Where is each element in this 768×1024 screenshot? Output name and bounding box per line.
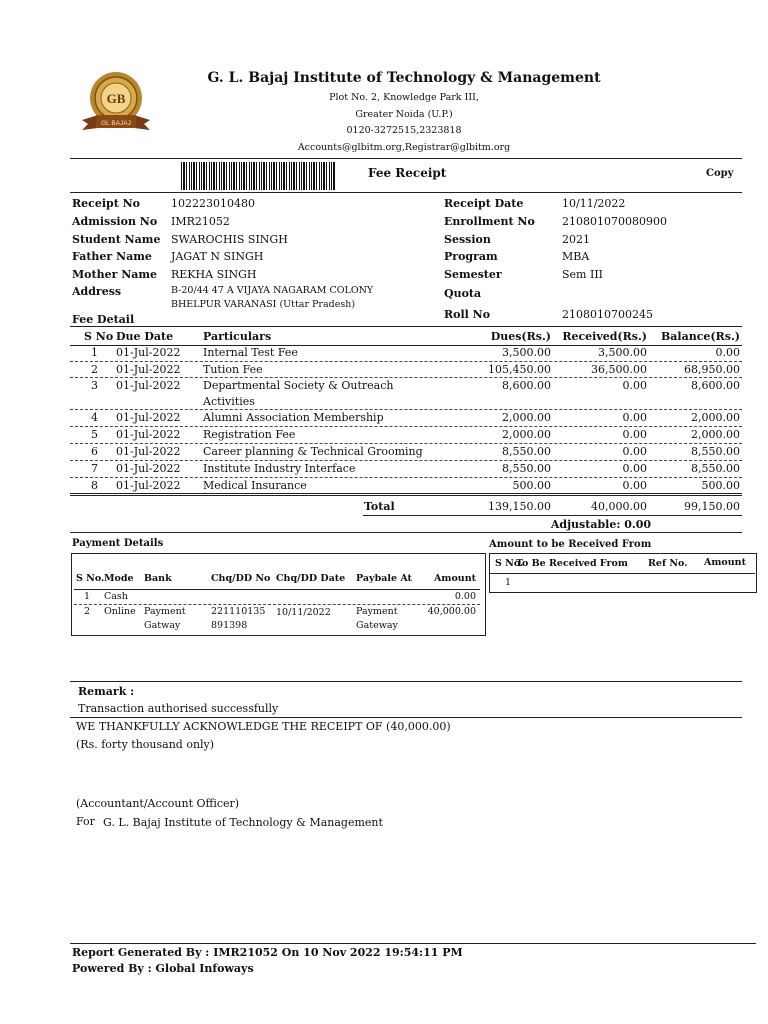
fee-row-balance: 8,550.00 — [691, 445, 740, 458]
fee-row-received: 0.00 — [622, 379, 647, 392]
pay-col-header: S No. — [76, 573, 105, 584]
col-header-received: Received(Rs.) — [562, 330, 647, 343]
for-label: For — [76, 815, 95, 828]
pay-row-sno: 1 — [84, 591, 91, 602]
fee-row-received: 0.00 — [622, 445, 647, 458]
fee-row-sno: 1 — [91, 346, 98, 359]
info-value: 10/11/2022 — [562, 197, 626, 210]
institute-emails: Accounts@glbitm.org,Registrar@glbitm.org — [297, 142, 511, 153]
pay-row-amount: 0.00 — [454, 591, 476, 602]
info-label: Admission No — [72, 215, 158, 228]
pay-row-bank: Payment — [144, 606, 186, 617]
row-divider — [70, 477, 742, 478]
institute-name: G. L. Bajaj Institute of Technology & Management — [207, 70, 601, 86]
info-label: Mother Name — [72, 268, 158, 281]
info-label: Receipt Date — [444, 197, 524, 210]
powered-by: Powered By : Global Infoways — [72, 962, 254, 975]
fee-row-balance: 8,600.00 — [691, 379, 740, 392]
fee-row-received: 3,500.00 — [598, 346, 647, 359]
pay-row-chq-no-cont: 891398 — [211, 620, 248, 631]
fee-row-particulars: Registration Fee — [203, 428, 296, 441]
total-received: 40,000.00 — [591, 500, 647, 513]
info-value: 2108010700245 — [562, 308, 653, 321]
row-divider — [70, 495, 742, 496]
fee-row-sno: 7 — [91, 462, 98, 475]
institute-address-2: Greater Noida (U.P.) — [355, 109, 453, 120]
row-divider — [70, 409, 742, 410]
pay-col-header: Paybale At — [356, 573, 412, 584]
pay-row-bank-cont: Gatway — [144, 620, 181, 631]
pay-col-header: Bank — [144, 573, 172, 584]
pay-row-chq-no: 221110135 — [211, 606, 266, 617]
fee-row-sno: 2 — [91, 363, 98, 376]
fee-row-balance: 500.00 — [701, 479, 740, 492]
fee-row-date: 01-Jul-2022 — [116, 428, 181, 441]
info-value: JAGAT N SINGH — [171, 250, 264, 263]
fee-row-date: 01-Jul-2022 — [116, 445, 181, 458]
info-label: Quota — [444, 287, 482, 300]
fee-row-particulars: Institute Industry Interface — [203, 462, 356, 475]
fee-row-particulars: Career planning & Technical Grooming — [203, 445, 423, 458]
info-value: REKHA SINGH — [171, 268, 257, 281]
divider — [70, 943, 756, 944]
from-col-header: Ref No. — [648, 558, 688, 569]
fee-row-particulars: Departmental Society & Outreach — [203, 379, 394, 392]
info-label: Address — [72, 285, 122, 298]
divider — [70, 717, 742, 718]
pay-col-header: Amount — [434, 573, 476, 584]
info-value: 102223010480 — [171, 197, 255, 210]
info-value: Sem III — [562, 268, 604, 281]
fee-row-particulars: Tution Fee — [203, 363, 263, 376]
fee-row-sno: 8 — [91, 479, 98, 492]
total-label: Total — [364, 500, 395, 513]
pay-row-mode: Cash — [104, 591, 128, 602]
divider — [70, 326, 742, 327]
row-divider — [70, 460, 742, 461]
fee-row-dues: 105,450.00 — [488, 363, 551, 376]
fee-row-balance: 8,550.00 — [691, 462, 740, 475]
col-header-balance: Balance(Rs.) — [661, 330, 740, 343]
col-header-dues: Dues(Rs.) — [490, 330, 551, 343]
institute-address-1: Plot No. 2, Knowledge Park III, — [329, 92, 479, 103]
fee-row-balance: 2,000.00 — [691, 411, 740, 424]
payment-details-heading: Payment Details — [72, 538, 164, 549]
fee-row-received: 0.00 — [622, 411, 647, 424]
signatory: (Accountant/Account Officer) — [76, 797, 240, 810]
info-value: 210801070080900 — [562, 215, 667, 228]
fee-row-particulars-cont: Activities — [203, 395, 255, 408]
acknowledge-text: WE THANKFULLY ACKNOWLEDGE THE RECEIPT OF (40,000.00) — [76, 720, 451, 733]
info-value: SWAROCHIS SINGH — [171, 233, 288, 246]
receipt-title: Fee Receipt — [368, 166, 447, 180]
address-line-2: BHELPUR VARANASI (Uttar Pradesh) — [171, 299, 356, 310]
fee-row-received: 0.00 — [622, 462, 647, 475]
total-balance: 99,150.00 — [684, 500, 740, 513]
row-divider — [74, 604, 480, 605]
remark-text: Transaction authorised successfully — [78, 702, 279, 715]
pay-col-header: Mode — [104, 573, 134, 584]
for-institute-name: G. L. Bajaj Institute of Technology & Management — [103, 816, 383, 829]
amount-in-words: (Rs. forty thousand only) — [76, 738, 215, 751]
info-label: Roll No — [444, 308, 491, 321]
info-label: Enrollment No — [444, 215, 535, 228]
info-value: IMR21052 — [171, 215, 230, 228]
fee-row-particulars: Internal Test Fee — [203, 346, 298, 359]
barcode — [181, 162, 335, 190]
info-label: Session — [444, 233, 491, 246]
fee-row-dues: 2,000.00 — [502, 428, 551, 441]
pay-row-payable-at: Payment — [356, 606, 398, 617]
fee-row-date: 01-Jul-2022 — [116, 462, 181, 475]
fee-row-sno: 3 — [91, 379, 98, 392]
fee-row-date: 01-Jul-2022 — [116, 479, 181, 492]
fee-row-date: 01-Jul-2022 — [116, 379, 181, 392]
fee-row-date: 01-Jul-2022 — [116, 411, 181, 424]
fee-row-particulars: Medical Insurance — [203, 479, 307, 492]
fee-row-sno: 6 — [91, 445, 98, 458]
fee-row-dues: 2,000.00 — [502, 411, 551, 424]
fee-row-received: 36,500.00 — [591, 363, 647, 376]
info-label: Father Name — [72, 250, 152, 263]
fee-row-dues: 8,550.00 — [502, 462, 551, 475]
info-label: Semester — [444, 268, 502, 281]
pay-row-payable-at-cont: Gateway — [356, 620, 398, 631]
pay-row-amount: 40,000.00 — [427, 606, 476, 617]
svg-text:GB: GB — [106, 91, 126, 106]
row-divider — [70, 443, 742, 444]
info-value: MBA — [562, 250, 590, 263]
fee-row-received: 0.00 — [622, 428, 647, 441]
pay-row-sno: 2 — [84, 606, 91, 617]
row-divider — [70, 426, 742, 427]
copy-label: Copy — [706, 168, 734, 179]
row-divider — [74, 589, 480, 590]
pay-col-header: Chq/DD No — [211, 573, 271, 584]
from-col-header: S No. — [495, 558, 524, 569]
pay-row-chq-date: 10/11/2022 — [276, 607, 331, 618]
fee-row-balance: 68,950.00 — [684, 363, 740, 376]
col-header-sno: S No — [84, 330, 114, 343]
fee-row-particulars: Alumni Association Membership — [203, 411, 384, 424]
info-value: 2021 — [562, 233, 590, 246]
fee-row-dues: 3,500.00 — [502, 346, 551, 359]
fee-row-balance: 2,000.00 — [691, 428, 740, 441]
fee-row-balance: 0.00 — [715, 346, 740, 359]
row-divider — [363, 515, 742, 516]
row-divider — [70, 532, 742, 533]
institute-phone: 0120-3272515,2323818 — [346, 125, 462, 136]
fee-row-date: 01-Jul-2022 — [116, 346, 181, 359]
remark-label: Remark : — [78, 685, 135, 698]
total-dues: 139,150.00 — [488, 500, 551, 513]
divider — [70, 192, 742, 193]
fee-row-sno: 4 — [91, 411, 98, 424]
fee-row-date: 01-Jul-2022 — [116, 363, 181, 376]
info-label: Receipt No — [72, 197, 141, 210]
info-label: Student Name — [72, 233, 161, 246]
col-header-particulars: Particulars — [203, 330, 272, 343]
adjustable-amount: Adjustable: 0.00 — [550, 518, 651, 531]
from-row-sno: 1 — [505, 577, 512, 588]
amount-from-heading: Amount to be Received From — [489, 539, 652, 550]
fee-row-dues: 500.00 — [512, 479, 551, 492]
fee-row-dues: 8,550.00 — [502, 445, 551, 458]
fee-row-sno: 5 — [91, 428, 98, 441]
divider — [70, 158, 742, 159]
divider — [70, 681, 742, 682]
from-col-header: To Be Received From — [516, 558, 628, 569]
info-label: Program — [444, 250, 498, 263]
fee-row-dues: 8,600.00 — [502, 379, 551, 392]
col-header-due-date: Due Date — [116, 330, 174, 343]
row-divider — [70, 377, 742, 378]
row-divider — [70, 361, 742, 362]
fee-row-received: 0.00 — [622, 479, 647, 492]
row-divider — [70, 493, 742, 494]
logo-text: GL BAJAJ — [101, 120, 131, 127]
report-generated: Report Generated By : IMR21052 On 10 Nov 2022 19:54:11 PM — [72, 946, 463, 959]
row-divider — [489, 573, 755, 574]
pay-col-header: Chq/DD Date — [276, 573, 346, 584]
pay-row-mode: Online — [104, 606, 136, 617]
from-col-header: Amount — [704, 557, 746, 568]
address-line-1: B-20/44 47 A VIJAYA NAGARAM COLONY — [171, 285, 374, 296]
fee-detail-heading: Fee Detail — [72, 313, 135, 326]
